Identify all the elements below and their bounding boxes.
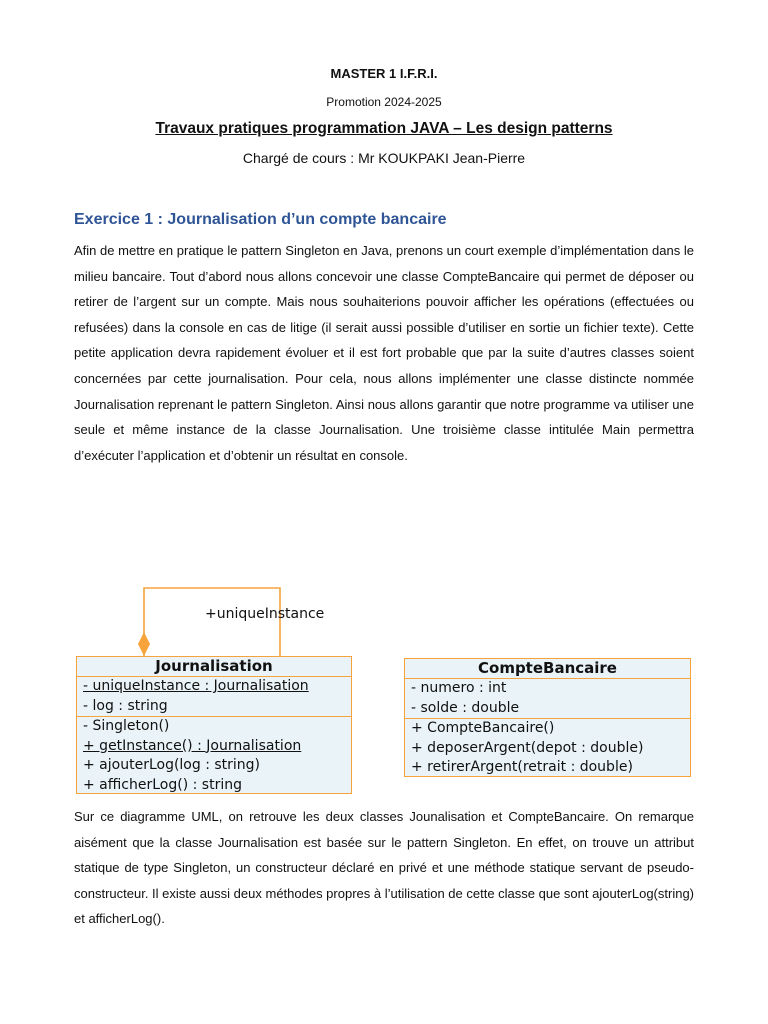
class-name: Journalisation <box>77 657 351 677</box>
intro-paragraph: Afin de mettre en pratique le pattern Singleton en Java, prenons un court exemple d’implémentation dans le milieu bancaire. Tout d’abord nous allons concevoir une classe CompteBancaire qui permet de déposer ou retirer de l’argent sur un compte. Mais nous souhaiterions pouvoir afficher les opérations (effectuées ou refusées) dans la console en cas de litige (il serait aussi possible d’utiliser en sortie un fichier texte). Cette petite application devra rapidement évoluer et il est fort probable que par la suite d’autres classes soient concernées par cette journalisation. Pour cela, nous allons implémenter une classe distincte nommée Journalisation reprenant le pattern Singleton. Ainsi nous allons garantir que notre programme va utiliser une seule et même instance de la classe Journalisation. Une troisième classe intitulée Main permettra d’exécuter l’application et d’obtenir un résultat en console. <box>74 243 694 463</box>
uml-explanation-paragraph: Sur ce diagramme UML, on retrouve les deux classes Jounalisation et CompteBancaire. On remarque aisément que la classe Journalisation est basée sur le pattern Singleton. En effet, on trouve un attribut statique de type Singleton, un constructeur déclaré en privé et une méthode statique servant de pseudo-constructeur. Il existe aussi deux méthodes propres à l’utilisation de cette classe que sont ajouterLog(string) et afficherLog(). <box>74 809 695 927</box>
aggregation-diamond-icon <box>138 632 150 656</box>
method: + getInstance() : Journalisation <box>83 737 302 754</box>
method: + afficherLog() : string <box>83 776 242 793</box>
methods-section <box>405 719 690 778</box>
promotion-year: Promotion 2024-2025 <box>326 95 442 109</box>
attribute: - log : string <box>83 697 168 714</box>
method: + retirerArgent(retrait : double) <box>411 759 633 775</box>
uml-class-journalisation <box>76 656 352 794</box>
methods-section <box>77 717 351 795</box>
teacher-line: Chargé de cours : Mr KOUKPAKI Jean-Pierre <box>242 150 526 166</box>
attributes-section <box>405 679 690 719</box>
course-level: MASTER 1 I.F.R.I. <box>330 66 438 81</box>
method: - Singleton() <box>83 718 170 734</box>
attributes-section <box>77 677 351 717</box>
attribute: - uniqueInstance : Journalisation <box>83 678 309 694</box>
method: + CompteBancaire() <box>411 720 555 736</box>
association-label: +uniqueInstance <box>205 606 325 622</box>
uml-class-comptebancaire <box>404 658 691 777</box>
method: + ajouterLog(log : string) <box>83 757 261 773</box>
class-name: CompteBancaire <box>405 659 690 679</box>
attribute: - solde : double <box>411 699 520 716</box>
exercise-title: Exercice 1 : Journalisation d’un compte bancaire <box>74 211 447 228</box>
method: + deposerArgent(depot : double) <box>411 739 644 756</box>
attribute: - numero : int <box>411 680 507 696</box>
document-title: Travaux pratiques programmation JAVA – Les design patterns <box>155 120 613 137</box>
